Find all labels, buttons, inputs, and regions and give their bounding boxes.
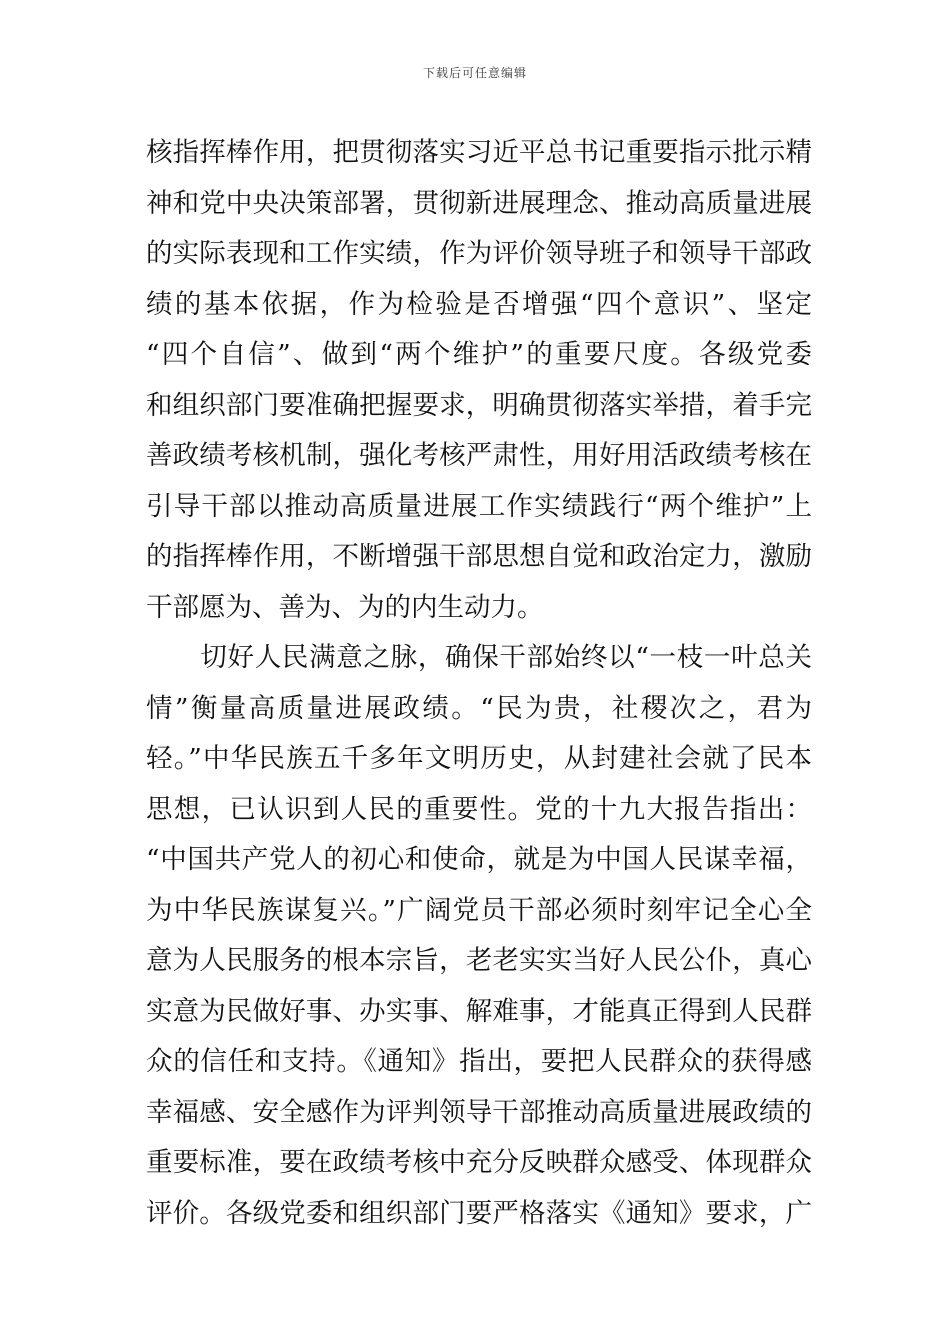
text-line: 幸福感、安全感作为评判领导干部推动高质量进展政绩的 bbox=[146, 1096, 812, 1128]
paragraph-end-line: 干部愿为、善为、为的内生动力。 bbox=[146, 591, 544, 623]
text-line: “四个自信”、做到“两个维护”的重要尺度。各级党委 bbox=[146, 339, 812, 370]
text-line: 神和党中央决策部署，贯彻新进展理念、推动高质量进展 bbox=[146, 187, 812, 219]
text-line: 的实际表现和工作实绩，作为评价领导班子和领导干部政 bbox=[146, 238, 812, 269]
text-line: 为中华民族谋复兴。”广阔党员干部必须时刻牢记全心全 bbox=[146, 894, 812, 926]
paragraph-start-line: 切好人民满意之脉，确保干部始终以“一枝一叶总关 bbox=[146, 642, 812, 673]
text-line: 绩的基本依据，作为检验是否增强“四个意识”、坚定 bbox=[146, 288, 812, 320]
text-line: 轻。”中华民族五千多年文明历史，从封建社会就了民本 bbox=[146, 743, 812, 774]
text-line: 实意为民做好事、办实事、解难事，才能真正得到人民群 bbox=[146, 995, 812, 1027]
text-line: 的指挥棒作用，不断增强干部思想自觉和政治定力，激励 bbox=[146, 541, 812, 572]
text-line: 善政绩考核机制，强化考核严肃性，用好用活政绩考核在 bbox=[146, 440, 812, 471]
text-line: 核指挥棒作用，把贯彻落实习近平总书记重要指示批示精 bbox=[146, 137, 812, 168]
text-line: 思想，已认识到人民的重要性。党的十九大报告指出： bbox=[146, 793, 812, 825]
document-body bbox=[146, 134, 812, 1245]
text-line: 评价。各级党委和组织部门要严格落实《通知》要求，广 bbox=[146, 1197, 812, 1229]
text-line: 情”衡量高质量进展政绩。“民为贵，社稷次之，君为 bbox=[146, 692, 812, 724]
text-line: 和组织部门要准确把握要求，明确贯彻落实举措，着手完 bbox=[146, 389, 812, 421]
text-line: 重要标准，要在政绩考核中充分反映群众感受、体现群众 bbox=[146, 1147, 812, 1178]
text-line: 意为人民服务的根本宗旨，老老实实当好人民公仆，真心 bbox=[146, 945, 812, 976]
text-line: 众的信任和支持。《通知》指出，要把人民群众的获得感 bbox=[146, 1046, 812, 1077]
text-line: “中国共产党人的初心和使命，就是为中国人民谋幸福， bbox=[146, 844, 812, 875]
page-header-note: 下载后可任意编辑 bbox=[422, 66, 527, 80]
text-line: 引导干部以推动高质量进展工作实绩践行“两个维护”上 bbox=[146, 490, 812, 522]
